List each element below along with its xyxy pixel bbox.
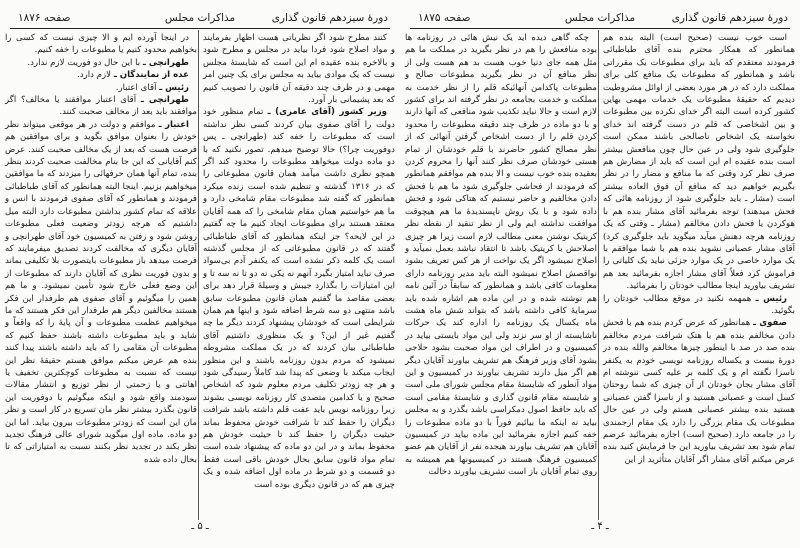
- page-label: صفحه ۱۸۷۶: [18, 12, 71, 24]
- paragraph: [5, 82, 197, 94]
- paragraph: [5, 94, 197, 119]
- paragraph-text: چکه گاهی دیده اید یک نیش هائی در روزنامه ها بوده منافعش را هم در نظر بگیرید در مملکت ما هم مثل همه جای دنیا خوب هست بد هم هست ولی از نظر منافع آن در نظر بگیرید مطبوعات صالح و مطبوعات پاکدامن آنهائیکه قلم را از نظر خدمت به مملکت و خدمت بجامعه در نظر گرفته اند برای کشور لازم است و حالا نباید تکذیب شود منافعی که آنها دارند و با دو ماده در ظرف چند دقیقه مطبوعات را محدود کردن قلم را از دست اشخاص گرفتن آنهائی که از نظر مصالح کشور حاضرند با قلم خودشان از تمام هستی خودشان صرف نظر کنند آنها را محروم کردن بعقیده بنده خوب نیست و الا بنده هم موافقم همانطور که فرمودند از فحاشی جلوگیری شود ما هم با فحش دادن مخالفیم و حاضر نیستیم که هتاکی شود و فحش داده شود و با یک روش ناپسندیدهٔ ما هم هیچوقت موافقت نداشته ایم ولی از نظر تنقید از نقطه نظر کریتیک نوشتن معنی مطالب لازم است زیرا هر چیزی اصلاحش با کریتیک باشد تا انتقاد نباشد بعمل نمیآید و اصلاح نمیشود اگر یک نواخت از هر کس تعریف بشود نواقصش اصلاح نمیشود البته باید مدیر روزنامه دارای معلومات کافی باشد و همانطور که سابقاً در آئین نامه هم نوشته شده و در این ماده هم اشاره شده باید سرمایهٔ کافی داشته باشد که بتواند شش ماه هشت ماه یکسال یک روزنامه را اداره کند یک حرکات ناشایسته از او سر نزند ولی این مواد بایستی بیاید در کمیسیون و در اطراف این مواد صحبت بشود حلاجی بشود آقای وزیر فرهنگ هم تشریف بیاورند آقایان دیگر هم اگر میل دارند تشریف بیاورند در کمیسیون و این مواد آنطور که شایستهٔ مقام مجلس شورای ملی است و شایسته مقام قانون گذاری و شایستهٔ مقامی است که باید حافظ اصول دمکراسی باشد بگذرد و به مجلس بیاید نه اینکه ما بیائیم فوراً با دو ماده مطبوعات را خفه کنیم اجازه بفرمائید این ماده بیاید در کمیسیون آقایان هم تشریف بیاورند هیجده نفر از آقایان هم عضو کمیسیون فرهنگ هستند در کمیسیونها هم همیشه به روی تمام آقایان باز است تشریف بیاورند دخالت: [405, 33, 597, 478]
- speaker-name: رئیس ـ: [159, 82, 189, 93]
- paragraph-text: لازم دارد.: [77, 70, 112, 81]
- page-header: [10, 12, 390, 29]
- paragraph-text: آقای اعتبار موافقند یا مخالف؟ اگر موافقند باید بعد از مخالف صحبت کنند.: [5, 95, 197, 118]
- paragraph-text: همهمه نکنید در موقع مطالب خودتان را بگوئید.: [603, 293, 795, 316]
- paragraph: [5, 57, 197, 69]
- speaker-name: رئیس ـ: [755, 293, 787, 304]
- paragraph-text: است خوب نیست (صحیح است) البته بنده هم همانطور که همکار محترم بنده آقای طباطبائی فرمودند معتقدم که باید برای مطبوعات یک مقرراتی باشد و همانطور که مطبوعات یک منافع کلی برای مملکت دارد که در هر مورد بعضی از اوائل مشروطیت دیدیم که حقیقهٔ مطبوعات یک خدمات مهمی بهاین کشور کرده است البته اگر خدای نکرده بین مطبوعات و بین اشخاصی که قلم در دست گرفته اند خدای نخواسته یک اشخاص ناصالحی باشند ممکن است جلوگیری شود ولی در عین حال چون منافعش بیشتر است بنده عقیده ام این است که باید از مضارش هم صرف نظر کرد وقتی که ما منافع و مضار را در نظر بگیریم خواهیم دید که منافع آن فوق العاده بیشتر است (مشار ـ باید جلوگیری شود از روزنامه هائی که فحش میدهند) توجه بفرمائید آقای مشار بنده هم با هوکردن یا فحش دادن مخالفم (مشار ـ وقتی که یک روزنامه هرچه دهنش میآید میگوید باید جلوگیری کرد) آقای مشار عصبانی نشوید بنده هم با شما موافقم با یک موارد خاصی در یک موارد جزئی نباید یک کلیاتی را فراموش کرد فعلاً آقای مشار اجازه بفرمائید بعد هم تشریف بیاورید اینجا مطالب خودتان را بفرمائید.: [603, 33, 795, 292]
- page-label: صفحه ۱۸۷۵: [418, 12, 471, 24]
- paragraph: [603, 317, 795, 466]
- page-header: [410, 12, 790, 29]
- paragraph: [203, 32, 395, 106]
- speaker-name: وزیر کشور (آقای عامری) ـ: [267, 107, 387, 118]
- paragraph: [405, 32, 597, 479]
- paragraph: [203, 106, 395, 491]
- speaker-name: طهرانچی ـ: [142, 57, 189, 68]
- text-column-right: [203, 32, 395, 491]
- speaker-name: طهرانچی ـ: [140, 95, 189, 106]
- column-divider: [598, 30, 599, 520]
- column-divider: [198, 30, 199, 520]
- paragraph: [603, 32, 795, 293]
- publication-title: مذاکرات مجلس: [164, 12, 236, 24]
- paragraph-text: با این حال دو فوریت لازم ندارد.: [27, 57, 141, 68]
- speaker-name: صفوی ـ: [753, 318, 788, 329]
- paragraph-text: آقای اعتبار.: [115, 82, 157, 93]
- page-1875: [400, 0, 800, 548]
- session-title: دورهٔ سیزدهم قانون گذاری: [671, 12, 788, 24]
- paragraph-text: موافقم و دولت در هر موقعی میتواند نظر خودش را بعنوان موافق بگوید و برای موافقین هم فرصت هست که بعد از یک مخالف صحبت کنند. عرض کنم آقایانی که این جا بنام مخالفت صحبت کردند بنظر بنده، تمام آنها همان حرفهائی را میزدند که ما موافقین میخواهیم بزنیم. اینجا البته همانطور که آقای طباطبائی فرمودند و همانطور که آقای صفوی فرمودند با انس و علاقه که تمام کشور بداشتن مطبوعات دارد البته میل داشتیم که هرچه زودتر وضعیت فعلی مطبوعات روشن شود و رفتن به کمیسیون خود آقای طهرانچی و آقایان دیگری که مخالفت کردند تصدیق میفرمایند که فرصت میدهد باز مطبوعات بایتصورت بلا تکلیفی بماند و بدون فوریت نظری که آقایان دارند که مطبوعات از این وضع فعلی خارج شود تأمین نمیشود. و ما هم همین را میگوئیم و آقای صفوی هم طرفدار این فکر هستند مخالفین دیگر هم طرفدار این فکر هستند که ما میخواهیم عظمت مطبوعات و آن پایهٔ را که واقعاً و شاید و باید مطبوعات داشته باشند حفظ کنیم که مطبوعات آن مقامی را که باید داشته باشند پیدا کنند بنده هم عرض میکنم موافق هستم حقیقهٔ نظر این نیست که نسبت به مطبوعات کوچکترین تخفیف یا اهانتی و یا زحمتی از نظر توزیع و انتشار مقالات سودمند واقع شود و اینکه میگوئیم با دوفوریت این قانون بگذرد بیشتر نظر مان تسریع در کار است و نظر مان این است که زودتر مطبوعات بیرون بیاید. اما این دو ماده. ماده اول میگوید شورای عالی فرهنگ تجدید نظر بکند در تجدید نظر بکنند نسبت به امتیازاتی که تا بحال داده شده: [5, 119, 197, 465]
- paragraph: [5, 69, 197, 81]
- text-column-left: [5, 32, 197, 466]
- paragraph: [5, 32, 197, 57]
- text-column-right: [603, 32, 795, 466]
- paragraph-text: تمام منظور خود دولت را آقای صفوی بیان کردند کسی نظر نداشته است که مطبوعات را خفه کند (طهرانچی ـ پس دوفوریت چرا؟) حالا توضیح میدهم. تصور نکنید که با دو ماده دولت میخواهد مطبوعات را محدود کند اگر همچو نظری داشت میآمد همان قانون مطبوعاتی را که در ۱۳۱۶ گذشته و تنظیم شده است زنده میکرد همانطور که گفته شد مطبوعات مقام شامخی دارد و ما هم خواستیم همان مقام شامخی را که همه آقایان معتقد هستند برای مطبوعات ایجاد کنیم ما چه گفتیم در این لایحه؟ جز اینکه همانطور که آقای طباطبائی گفتند که در قانون مطبوعاتی که از مجلس گذشته است یک کلمه ذکر نشده است که یکنفر آدم بی‌سواد صرف نباید امتیاز بگیرد آنهم نه یکی نه دو تا نه سه تا و این امتیازات را بگذارد جیبش و وسیلهٔ قرار دهد برای بعضی مقاصد ما گفتیم همان قانون مطبوعات سابق باشد منتهی دو سه شرط اضافه شود و اینها هم همان شرایطی است که خودشان پیشنهاد کردند دیگر ما چه گفتیم غیر از این؟ و یک منظوری داشتیم آقای طباطبائی بیان کردند که در یک مملکت مشروطه نمیشود که مردم بدون روزنامه باشند و این منظور ایجاب میکند با وضعی که پیدا شد کاملاً رسیدگی شود و هر چه زودتر تکلیف مردم معلوم شود که اشخاص صحیح و یا کدامین متصدی کار روزنامه نویسی بشوند زیرا روزنامه نویس باید عفت قلم داشته باشد شرافت دیگران را حفظ کند تا شرافت خودش محفوظ بماند حیثیت دیگران را حفظ کند تا حیثیت خودش هم محفوظ بماند و در این دو ماده که پیشنهاد شده است تمام مواد قانون سابق بحال خودش باقی است فقط دو قسمت و دو شرط در ماده اول اضافه شده و یک چیزی هم که در قانون دیگری بوده است: [203, 107, 395, 490]
- page-number: ـ ۵ ـ: [191, 521, 209, 532]
- paragraph-text: کنند مطرح شود اگر نظریاتی هست اظهار بفرمایند و مواد اصلاح شود فردا بیاید در مجلس و مطرح شود و بالاخره بنده عقیده ام این است که شایستهٔ مجلس نیست که یک موادی بیاید به مجلس برای یک چنین امر مهمی و در ظرف چند دقیقه آن قانون را تصویب کنیم که بعد پشیمانی بار آورد.: [203, 33, 395, 106]
- paragraph-text: در اینجا آورده ایم و الا چیزی نیست که کسی را بخواهیم محدود کنیم یا مطبوعات را خفه کنیم.: [5, 33, 197, 56]
- page-number: ـ ۴ ـ: [591, 521, 609, 532]
- paragraph: [603, 293, 795, 318]
- paragraph: [5, 119, 197, 466]
- speaker-name: عده از نمایندگان ـ: [113, 70, 189, 81]
- speaker-name: اعتبار ـ: [158, 119, 190, 130]
- session-title: دورهٔ سیزدهم قانون گذاری: [271, 12, 388, 24]
- text-column-left: [405, 32, 597, 479]
- paragraph-text: همانطور که عرض کردم بنده هم با فحش دادن مخالفم بنده هم با هتک شرافت مردم مخالفم بنده صد در صد با اینطور چیزها مخالفم والله بنده در دورهٔ بیست و یکساله روزنامه نویسی خودم به یکنفر ناسزا نگفته ام و یک کلمه بر علیه کسی ننوشته ام آقای مشار بجان خودتان از آن چیزی که شما روحتان کسل است و عصبانی هستید و از ناسزا گفتن عصبانی هستید بنده بیشتر عصبانی هستم ولی در عین حال مطبوعات یک مقام بزرگی را دارد یک مقام ارجمندی را در جامعه دارد (صحیح است) اجازه بفرمائید عرضم تمام شود بعد تشریف بیاورید این جا فرمایش کنید بنده عرض میکنم آقای مشار اگر آقایان متأثرید از این: [603, 318, 795, 465]
- publication-title: مذاکرات مجلس: [564, 12, 636, 24]
